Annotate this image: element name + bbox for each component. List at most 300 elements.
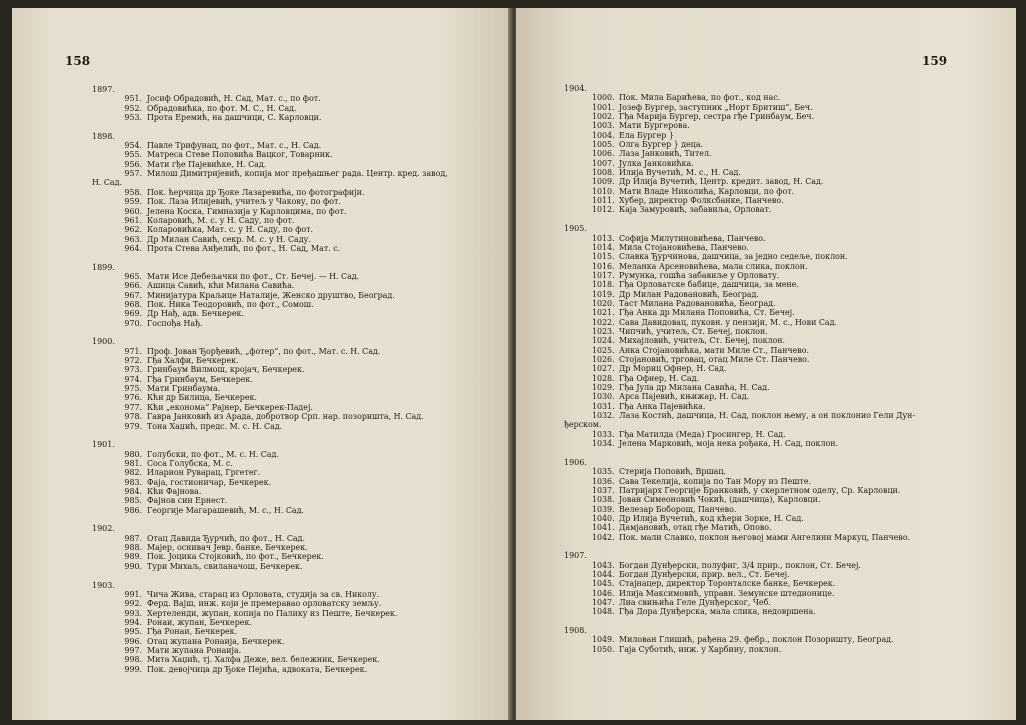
year-heading: 1908. [564, 626, 587, 636]
entry-text: Минијатура Краљице Наталије, Женско друштво, Београд. [147, 290, 395, 300]
year-heading: 1898. [92, 131, 115, 141]
entry-text: Мати Гринбаума. [147, 384, 221, 394]
list-item [564, 234, 1004, 243]
entry-number: 1031. [592, 401, 615, 411]
entry-text: Матреса Стеве Поповића Вацког, Товарник. [147, 150, 333, 160]
entry-number: 995. [124, 627, 142, 637]
year-section [564, 458, 1004, 542]
entry-text: Гђа Гринбаум, Бечкерек. [147, 374, 253, 384]
entry-text: Иларион Руварац, Гргетег. [147, 468, 261, 478]
list-item [92, 169, 497, 178]
entry-number: 989. [124, 552, 142, 562]
entry-text: Олга Бургер } деца. [619, 140, 704, 150]
entry-number: 968. [124, 300, 142, 309]
list-item [92, 412, 497, 421]
list-item [564, 196, 1004, 205]
list-item [92, 393, 497, 402]
entry-number: 954. [124, 141, 142, 151]
year-section [564, 84, 1004, 215]
list-item [564, 177, 1004, 186]
entry-number: 974. [124, 374, 142, 384]
entry-text: Обрадовићка, по фот. М. С., Н. Сад. [147, 103, 297, 113]
entry-number: 1012. [592, 205, 615, 215]
entry-text: Илија Максимовић, управн. Земунске штедионице. [619, 588, 835, 598]
entry-number: 1017. [592, 270, 615, 280]
list-item [92, 225, 497, 234]
entry-text: Чича Жива, старац из Орловата, студија за св. Николу. [147, 589, 380, 599]
entry-number: 1050. [592, 644, 615, 654]
list-item [92, 281, 497, 290]
list-item [92, 347, 497, 356]
list-item [92, 207, 497, 216]
entry-number: 966. [124, 281, 142, 291]
list-item [564, 645, 1004, 654]
entry-text: Таст Милана Радовановића, Београд. [619, 298, 776, 308]
entry-text: Коларовићка, Мат. с. у Н. Саду, по фот. [147, 225, 314, 235]
list-item [564, 579, 1004, 588]
list-item [92, 188, 497, 197]
list-item [564, 159, 1004, 168]
list-item [564, 374, 1004, 383]
entry-number: 982. [124, 468, 142, 478]
list-item [564, 149, 1004, 158]
entry-text: Лаза Костић, дашчица, Н. Сад, поклон њему, а он поклонио Гели Дун- [619, 411, 916, 421]
year-section [92, 85, 497, 122]
entry-number: 987. [124, 533, 142, 543]
entry-number: 1046. [592, 588, 615, 598]
year-heading: 1901. [92, 440, 115, 450]
entry-text: Јелена Коска, Гимназија у Карловцима, по фот. [147, 206, 347, 216]
entry-number: 951. [124, 94, 142, 104]
entry-number: 993. [124, 608, 142, 618]
entry-text: Голубски, по фот., М. с. Н. Сад. [147, 449, 279, 459]
entry-number: 994. [124, 617, 142, 627]
entry-number: 1035. [592, 467, 615, 477]
entry-text: Сава Давидовац, пуковн. у пензији, М. с., Нови Сад. [619, 317, 837, 327]
entry-text: Гђа Јула др Милана Савића, Н. Сад. [619, 383, 770, 393]
list-item [92, 478, 497, 487]
list-item [564, 430, 1004, 439]
list-item [92, 534, 497, 543]
year-section [564, 551, 1004, 616]
list-item [564, 262, 1004, 271]
entry-number: 1027. [592, 364, 615, 374]
right-page [516, 8, 1016, 720]
list-item [92, 552, 497, 561]
list-item [564, 205, 1004, 214]
entry-number: 1048. [592, 607, 615, 617]
entry-number: 957. [124, 169, 142, 179]
entry-text: Фаја, гостионичар, Бечкерек. [147, 477, 272, 487]
list-item [564, 411, 1004, 420]
entry-text: Пок. Јоцика Стојковић, по фот., Бечкерек. [147, 552, 324, 562]
entry-text: Јован Симеоновић Чокић, (дашчица), Карловци. [619, 495, 821, 505]
entry-number: 991. [124, 589, 142, 599]
entry-text: Др Илија Вучетић, Центр. кредит. завод, Н. Сад. [619, 177, 824, 187]
page-number: 159 [922, 54, 948, 68]
year-heading: 1906. [564, 457, 587, 467]
entry-number: 1026. [592, 355, 615, 365]
entry-number: 1036. [592, 476, 615, 486]
list-item [564, 635, 1004, 644]
entry-number: 1024. [592, 336, 615, 346]
left-page-text [92, 85, 497, 683]
entry-text: ђерском. [564, 420, 602, 430]
entry-text: Арса Пајевић, књижар, Н. Сад. [619, 392, 750, 402]
entry-text: Пок. ћерчица др Ђоке Лазаревића, по фотографији. [147, 187, 365, 197]
list-item [92, 216, 497, 225]
year-section [564, 626, 1004, 654]
entry-text: Стерија Поповић, Вршац. [619, 467, 726, 477]
list-item [564, 607, 1004, 616]
entry-text: Пок. Ника Теодоровић, по фот., Сомош. [147, 300, 314, 309]
entry-text: Гђа Халфи, Бечкерек. [147, 356, 239, 366]
list-item [564, 598, 1004, 607]
list-item [564, 103, 1004, 112]
list-item [92, 487, 497, 496]
entry-number: 970. [124, 318, 142, 328]
entry-text: Соса Голубска, М. с. [147, 458, 233, 468]
entry-text: Милован Глишић, рађена 29. фебр., поклон Позоришту, Београд. [619, 635, 894, 645]
list-item [92, 459, 497, 468]
year-heading: 1907. [564, 551, 587, 561]
entry-text: Стајнацер, директор Торонталске банке, Бечкерек. [619, 579, 836, 589]
entry-text: Чипчић, учитељ, Ст. Бечеј, поклон. [619, 326, 768, 336]
entry-text: Богдан Дунђерски, полуфиг, 3/4 прир., поклон, Ст. Бечеј. [619, 560, 861, 570]
list-item [92, 403, 497, 412]
list-item [92, 141, 497, 150]
list-item [564, 299, 1004, 308]
entry-number: 955. [124, 150, 142, 160]
list-item [564, 336, 1004, 345]
list-item [564, 392, 1004, 401]
entry-number: 961. [124, 215, 142, 225]
entry-number: 972. [124, 356, 142, 366]
entry-number: 990. [124, 561, 142, 571]
year-section [564, 224, 1004, 448]
list-item [92, 178, 497, 187]
entry-number: 960. [124, 206, 142, 216]
year-heading: 1905. [564, 224, 587, 234]
entry-text: Дамјановић, отац гђе Матић, Опово. [619, 523, 772, 533]
entry-number: 958. [124, 187, 142, 197]
entry-number: 1003. [592, 121, 615, 131]
entry-text: Кћи „економа“ Рајнер, Бечкерек-Падеј. [147, 402, 313, 412]
entry-text: Гавра Јанковић из Арада, добротвор Срп. нар. позоришта, Н. Сад. [147, 412, 424, 422]
entry-number: 1006. [592, 149, 615, 159]
year-section [92, 524, 497, 571]
entry-number: 973. [124, 365, 142, 375]
entry-number: 962. [124, 225, 142, 235]
entry-text: Јозеф Бургер, заступник „Норт Бритиш“, Беч. [619, 102, 813, 112]
entry-text: Прота Стева Анђелић, по фот., Н. Сад, Мат. с. [147, 243, 341, 253]
list-item [564, 486, 1004, 495]
entry-number: 992. [124, 599, 142, 609]
entry-text: Тона Хаџић, предс. М. с. Н. Сад. [147, 421, 283, 431]
entry-number: 1021. [592, 308, 615, 318]
entry-text: Фајнов син Ернест. [147, 496, 228, 506]
entry-text: Јелена Марковић, моја нека рођака, Н. Сад, поклон. [619, 439, 838, 449]
entry-text: Кћи др Билица, Бечкерек. [147, 393, 257, 403]
entry-number: 964. [124, 243, 142, 253]
list-item [92, 300, 497, 309]
entry-text: Др Мориц Офнер, Н. Сад. [619, 364, 727, 374]
entry-number: 959. [124, 197, 142, 207]
entry-number: 985. [124, 496, 142, 506]
entry-number: 977. [124, 402, 142, 412]
list-item [564, 523, 1004, 532]
list-item [564, 477, 1004, 486]
entry-number: 1002. [592, 112, 615, 122]
list-item [564, 308, 1004, 317]
entry-number: 975. [124, 384, 142, 394]
entry-number: 1010. [592, 186, 615, 196]
page-number: 158 [65, 54, 91, 68]
list-item [92, 94, 497, 103]
entry-number: 1016. [592, 261, 615, 271]
left-page [12, 8, 512, 720]
list-item [92, 609, 497, 618]
list-item [564, 439, 1004, 448]
entry-text: Мати Исе Дебељачки по фот., Ст. Бечеј. — Н. Сад. [147, 271, 360, 281]
list-item [564, 570, 1004, 579]
entry-text: Каја Замуровић, забавиља, Орловат. [619, 205, 772, 215]
list-item [92, 235, 497, 244]
entry-number: 1001. [592, 102, 615, 112]
list-item [564, 168, 1004, 177]
entry-text: Сава Текелија, копија по Тан Мору из Пеште. [619, 476, 812, 486]
entry-number: 996. [124, 636, 142, 646]
list-item [92, 244, 497, 253]
entry-text: Мајер, оснивач Јевр. банке, Бечкерек. [147, 543, 308, 553]
list-item [92, 291, 497, 300]
year-heading: 1899. [92, 262, 115, 272]
entry-number: 998. [124, 655, 142, 665]
entry-text: Ашица Савић, кћи Милана Савића. [147, 281, 295, 291]
entry-text: Гђа Офнер, Н. Сад. [619, 373, 700, 383]
list-item [92, 665, 497, 674]
entry-number: 1033. [592, 429, 615, 439]
entry-number: 1047. [592, 598, 615, 608]
entry-number: 1019. [592, 289, 615, 299]
entry-text: Кћи Фајнова. [147, 486, 202, 496]
list-item [92, 309, 497, 318]
entry-text: Хертеленди, жупан, копија по Палику из Пеште, Бечкерек. [147, 608, 398, 618]
entry-text: Ела Бургер } [619, 130, 674, 140]
entry-text: Мати гђе Пајевићке, Н. Сад. [147, 159, 267, 169]
list-item [564, 131, 1004, 140]
list-item [564, 187, 1004, 196]
entry-text: Госпођа Нађ. [147, 318, 203, 328]
list-item [564, 561, 1004, 570]
entry-text: Гђа Марија Бургер, сестра гђе Гринбаум, Беч. [619, 112, 815, 122]
list-item [564, 420, 1004, 429]
entry-text: Гђа Анка др Милана Поповића, Ст. Бечеј. [619, 308, 795, 318]
entry-text: Пок. девојчица др Ђоке Пејића, адвоката, Бечкерек. [147, 664, 368, 674]
list-item [92, 319, 497, 328]
entry-number: 1013. [592, 233, 615, 243]
entry-number: 971. [124, 346, 142, 356]
entry-number: 967. [124, 290, 142, 300]
year-heading: 1900. [92, 337, 115, 347]
entry-number: 984. [124, 486, 142, 496]
entry-text: Михајловић, учитељ, Ст. Бечеј, поклон. [619, 336, 786, 346]
entry-number: 988. [124, 543, 142, 553]
list-item [92, 599, 497, 608]
entry-number: 1014. [592, 242, 615, 252]
list-item [564, 243, 1004, 252]
list-item [92, 365, 497, 374]
entry-number: 1011. [592, 196, 615, 206]
entry-number: 980. [124, 449, 142, 459]
entry-number: 979. [124, 421, 142, 431]
entry-number: 1032. [592, 411, 615, 421]
entry-number: 1039. [592, 504, 615, 514]
list-item [92, 506, 497, 515]
year-section [92, 440, 497, 515]
list-item [92, 590, 497, 599]
entry-number: 1044. [592, 570, 615, 580]
entry-text: Гђа Ронаи, Бечкерек. [147, 627, 238, 637]
year-section [92, 337, 497, 430]
entry-text: Патријарх Георгије Бранковић, у скерлетном оделу, Ср. Карловци. [619, 485, 901, 495]
entry-text: Ферд. Вајш, инж. који је премеравао орловатску земљу. [147, 599, 382, 609]
entry-text: Велезар Боборош, Панчево. [619, 504, 737, 514]
list-item [564, 495, 1004, 504]
list-item [564, 514, 1004, 523]
entry-text: Отац жупана Ронаија, Бечкерек. [147, 636, 285, 646]
entry-number: 1049. [592, 635, 615, 645]
entry-text: Проф. Јован Ђорђевић, „фотер“, по фот., Мат. с. Н. Сад. [147, 346, 381, 356]
entry-text: Хубер, директор Фолксбанке, Панчево. [619, 196, 784, 206]
entry-text: Гђа Орловатске бабице, дашчица, за мене. [619, 280, 799, 290]
entry-number: 999. [124, 664, 142, 674]
list-item [564, 121, 1004, 130]
entry-text: Јосиф Обрадовић, Н. Сад, Мат. с., по фот. [147, 94, 321, 104]
entry-number: 1022. [592, 317, 615, 327]
entry-number: 1042. [592, 532, 615, 542]
list-item [564, 140, 1004, 149]
entry-text: Мила Стојановићева, Панчево. [619, 242, 749, 252]
entry-number: 1029. [592, 383, 615, 393]
list-item [92, 197, 497, 206]
entry-text: Анка Стојановићка, мати Миле Ст., Панчево. [619, 345, 809, 355]
list-item [92, 160, 497, 169]
entry-number: 986. [124, 505, 142, 515]
entry-number: 1020. [592, 298, 615, 308]
list-item [92, 150, 497, 159]
entry-number: 1037. [592, 485, 615, 495]
entry-number: 997. [124, 645, 142, 655]
entry-text: Георгије Магарашевић, М. с., Н. Сад. [147, 505, 304, 515]
entry-text: Пок. Мила Барићева, по фот., код нас. [619, 93, 781, 103]
list-item [92, 113, 497, 122]
entry-text: Мати жупана Ронаија. [147, 645, 242, 655]
entry-text: Мита Хаџић, тј. Халфа Деже, вел. бележник, Бечкерек. [147, 655, 380, 665]
entry-text: Павле Трифунац, по фот., Мат. с., Н. Сад. [147, 141, 322, 151]
list-item [92, 627, 497, 636]
entry-number: 1025. [592, 345, 615, 355]
year-section [92, 581, 497, 674]
entry-text: Прота Еремић, на дашчици, С. Карловци. [147, 113, 322, 123]
list-item [92, 646, 497, 655]
list-item [92, 468, 497, 477]
year-heading: 1897. [92, 85, 115, 94]
entry-number: 978. [124, 412, 142, 422]
year-heading: 1903. [92, 580, 115, 590]
entry-text: Јулка Јанковићка. [619, 158, 694, 168]
entry-text: Гаја Суботић, инж. у Харбину, поклон. [619, 644, 782, 654]
list-item [564, 112, 1004, 121]
entry-text: Н. Сад. [92, 178, 123, 188]
entry-text: Милош Димитријевић, копија мог пређашњег рада. Центр. кред. завод, [147, 169, 448, 179]
year-section [92, 132, 497, 253]
list-item [564, 271, 1004, 280]
list-item [92, 356, 497, 365]
list-item [564, 280, 1004, 289]
list-item [92, 104, 497, 113]
entry-text: Лаза Јанковић, Тител. [619, 149, 712, 159]
list-item [564, 505, 1004, 514]
entry-text: Коларовић, М. с. у Н. Саду, по фот. [147, 215, 295, 225]
entry-text: Др Милан Савић, секр. М. с. у Н. Саду. [147, 234, 311, 244]
entry-text: Мати Бургерова. [619, 121, 690, 131]
entry-number: 976. [124, 393, 142, 403]
entry-number: 1007. [592, 158, 615, 168]
entry-number: 1008. [592, 168, 615, 178]
entry-number: 1005. [592, 140, 615, 150]
year-heading: 1904. [564, 84, 587, 93]
list-item [92, 618, 497, 627]
entry-text: Стојановић, трговац, отац Миле Ст. Панчево. [619, 355, 810, 365]
list-item [564, 355, 1004, 364]
list-item [92, 562, 497, 571]
entry-text: Др Нађ, адв. Бечкерек. [147, 309, 244, 319]
list-item [92, 272, 497, 281]
list-item [92, 384, 497, 393]
entry-number: 965. [124, 271, 142, 281]
entry-text: Ронаи, жупан, Бечкерек. [147, 617, 252, 627]
entry-number: 1004. [592, 130, 615, 140]
list-item [564, 364, 1004, 373]
entry-number: 1015. [592, 252, 615, 262]
entry-number: 1030. [592, 392, 615, 402]
list-item [564, 533, 1004, 542]
list-item [564, 318, 1004, 327]
list-item [92, 655, 497, 664]
list-item [92, 422, 497, 431]
entry-number: 1009. [592, 177, 615, 187]
entry-text: Гђа Дора Дунђерска, мала слика, недовршена. [619, 607, 816, 617]
entry-number: 1000. [592, 93, 615, 103]
list-item [564, 346, 1004, 355]
entry-text: Гђа Матилда (Меда) Гросингер, Н. Сад. [619, 429, 786, 439]
list-item [92, 450, 497, 459]
entry-number: 1028. [592, 373, 615, 383]
entry-text: Др Милан Радовановић, Београд. [619, 289, 759, 299]
entry-text: Пок. мали Славко, поклон његовој мами Ангелини Маркуц, Панчево. [619, 532, 911, 542]
entry-number: 981. [124, 458, 142, 468]
entry-text: Гђа Анка Пајевићка. [619, 401, 706, 411]
entry-text: Мати Владе Николића, Карловци, по фот. [619, 186, 795, 196]
entry-text: Пок. Лаза Илијевић, учитељ у Чакову, по фот. [147, 197, 341, 207]
year-section [92, 263, 497, 328]
entry-text: Богдан Дунђерски, прир. вел., Ст. Бечеј. [619, 570, 790, 580]
entry-text: Гринбаум Вилмош, кројач, Бечкерек. [147, 365, 305, 375]
list-item [92, 543, 497, 552]
list-item [92, 375, 497, 384]
entry-number: 952. [124, 103, 142, 113]
